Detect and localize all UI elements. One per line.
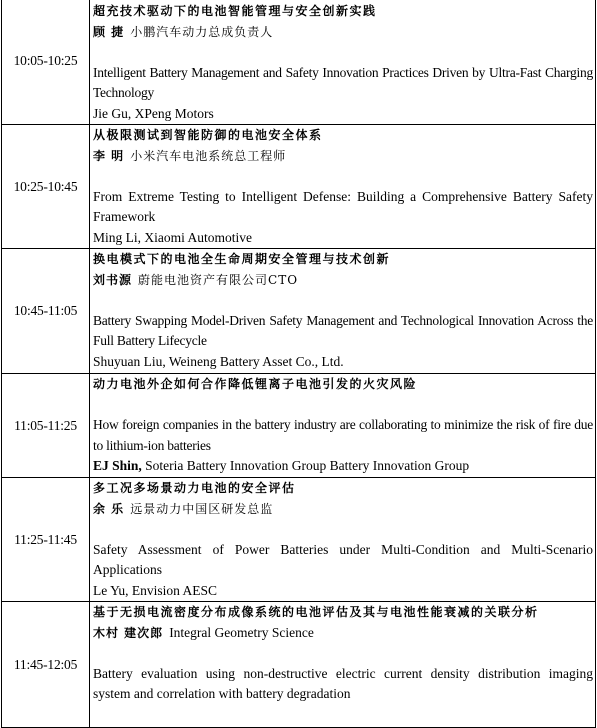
session-title-zh: 多工况多场景动力电池的安全评估 bbox=[93, 481, 296, 495]
session-time: 11:45-12:05 bbox=[2, 602, 90, 728]
session-title-en: Battery Swapping Model-Driven Safety Management and Technological Innovation Across the Full Battery Lifecycle bbox=[93, 312, 593, 348]
session-row bbox=[2, 374, 596, 478]
session-title-en: Safety Assessment of Power Batteries under Multi-Condition and Multi-Scenario Applications bbox=[93, 541, 593, 577]
speaker-zh bbox=[93, 499, 593, 520]
agenda-table bbox=[1, 0, 596, 728]
speaker-org-en: Soteria Battery Innovation Group Battery Innovation Group bbox=[145, 458, 470, 473]
session-time: 10:45-11:05 bbox=[2, 249, 90, 374]
speaker-zh bbox=[93, 623, 593, 644]
session-row bbox=[2, 125, 596, 249]
session-row bbox=[2, 602, 596, 728]
speaker-en: Jie Gu, XPeng Motors bbox=[93, 105, 214, 121]
session-title-zh: 换电模式下的电池全生命周期安全管理与技术创新 bbox=[93, 252, 391, 266]
session-title-en: From Extreme Testing to Intelligent Defense: Building a Comprehensive Battery Safety Framework bbox=[93, 188, 593, 224]
session-title-en: Battery evaluation using non-destructive electric current density distribution imaging system and correlation with battery degradation bbox=[93, 665, 593, 701]
session-title-zh: 动力电池外企如何合作降低锂离子电池引发的火灾风险 bbox=[93, 377, 418, 391]
speaker-zh bbox=[93, 270, 593, 291]
speaker-en: Ming Li, Xiaomi Automotive bbox=[93, 229, 252, 245]
session-time: 11:05-11:25 bbox=[2, 374, 90, 478]
session-details bbox=[90, 602, 596, 728]
speaker-name-en: EJ Shin, bbox=[93, 458, 142, 473]
session-title-zh: 超充技术驱动下的电池智能管理与安全创新实践 bbox=[93, 4, 377, 18]
session-details bbox=[90, 374, 596, 478]
speaker-org-zh: 蔚能电池资产有限公司CTO bbox=[138, 272, 299, 287]
speaker-org-zh: 远景动力中国区研发总监 bbox=[130, 501, 274, 516]
speaker-org-zh: 小米汽车电池系统总工程师 bbox=[130, 148, 287, 163]
speaker-org-zh: 小鹏汽车动力总成负责人 bbox=[130, 24, 274, 39]
session-time: 11:25-11:45 bbox=[2, 478, 90, 602]
speaker-name-zh: 余 乐 bbox=[93, 501, 125, 516]
session-title-zh: 基于无损电流密度分布成像系统的电池评估及其与电池性能衰减的关联分析 bbox=[93, 605, 539, 619]
speaker-zh bbox=[93, 22, 593, 43]
speaker-name-zh: 木村 建次郎 bbox=[93, 625, 164, 640]
speaker-name-zh: 顾 捷 bbox=[93, 24, 125, 39]
speaker-en bbox=[93, 456, 593, 477]
session-time: 10:05-10:25 bbox=[2, 0, 90, 125]
session-row bbox=[2, 478, 596, 602]
session-row bbox=[2, 0, 596, 125]
session-row bbox=[2, 249, 596, 374]
session-details bbox=[90, 0, 596, 125]
speaker-name-zh: 李 明 bbox=[93, 148, 125, 163]
speaker-zh bbox=[93, 146, 593, 167]
speaker-org-zh: Integral Geometry Science bbox=[169, 624, 314, 640]
session-title-en: Intelligent Battery Management and Safety Innovation Practices Driven by Ultra-Fast Charging Technology bbox=[93, 64, 593, 100]
speaker-name-zh: 刘书源 bbox=[93, 272, 133, 287]
session-time: 10:25-10:45 bbox=[2, 125, 90, 249]
session-title-zh: 从极限测试到智能防御的电池安全体系 bbox=[93, 128, 323, 142]
session-details bbox=[90, 249, 596, 374]
session-title-en: How foreign companies in the battery industry are collaborating to minimize the risk of fire due to lithium-ion batteries bbox=[93, 417, 593, 453]
session-details bbox=[90, 125, 596, 249]
speaker-en: Shuyuan Liu, Weineng Battery Asset Co., Ltd. bbox=[93, 353, 344, 369]
session-details bbox=[90, 478, 596, 602]
speaker-en: Le Yu, Envision AESC bbox=[93, 582, 218, 598]
